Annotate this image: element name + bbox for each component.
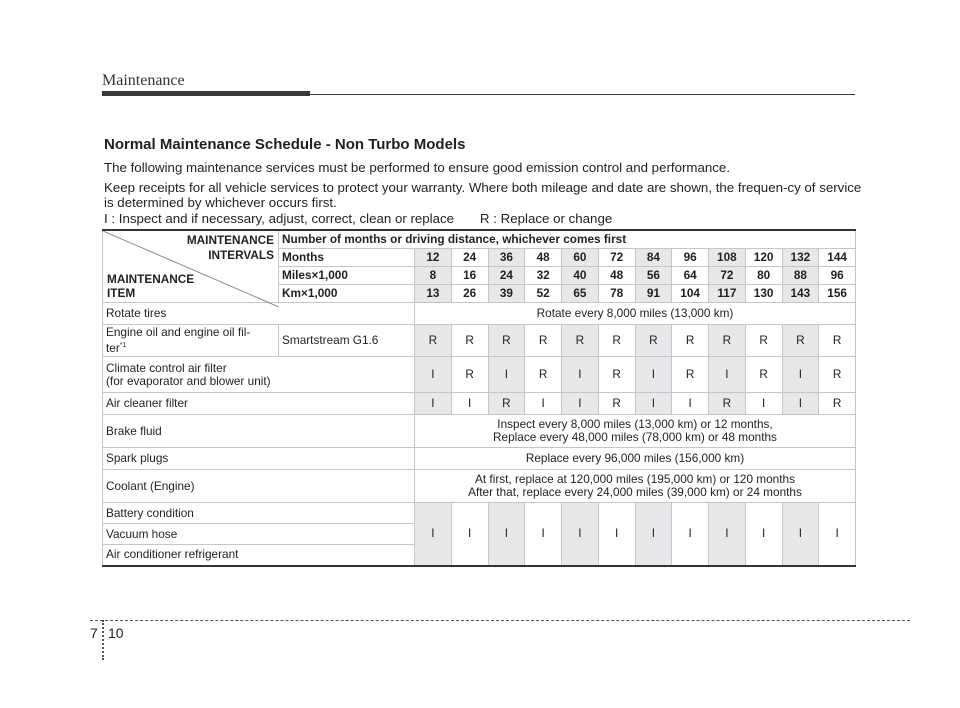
table-row	[103, 393, 856, 415]
cell-line: Coolant (Engine)	[106, 478, 195, 493]
schedule-value: R	[598, 357, 635, 393]
schedule-value: R	[562, 325, 599, 357]
interval-description	[415, 415, 856, 448]
interval-description	[415, 448, 856, 470]
interval-value: 36	[488, 249, 525, 267]
interval-value: 117	[709, 285, 746, 303]
schedule-value: I	[745, 503, 782, 566]
cell-line: At first, replace at 120,000 miles (195,000 km) or 120 months	[475, 472, 795, 486]
interval-value: 156	[819, 285, 856, 303]
interval-value: 72	[709, 267, 746, 285]
schedule-value: R	[782, 325, 819, 357]
interval-value: 40	[562, 267, 599, 285]
intro-paragraph: The following maintenance services must be performed to ensure good emission control and performance.	[104, 160, 731, 175]
maintenance-item: Vacuum hose	[103, 524, 415, 545]
interval-value: 39	[488, 285, 525, 303]
schedule-value: I	[635, 393, 672, 415]
cell-line: Spark plugs	[106, 451, 169, 465]
schedule-value: I	[525, 503, 562, 566]
corner-intervals-label	[187, 233, 274, 263]
engine-variant: Smartstream G1.6	[279, 325, 415, 357]
schedule-value: I	[819, 503, 856, 566]
table-corner-cell	[103, 230, 279, 303]
schedule-value: I	[635, 503, 672, 566]
schedule-value: R	[745, 325, 782, 357]
cell-line: Brake fluid	[106, 423, 162, 438]
cell-line: Replace every 96,000 miles (156,000 km)	[525, 451, 745, 465]
maintenance-item: Air conditioner refrigerant	[103, 545, 415, 566]
page-number: 10	[108, 625, 124, 641]
schedule-value: R	[672, 325, 709, 357]
table-row	[103, 448, 856, 470]
interval-value: 91	[635, 285, 672, 303]
schedule-value: R	[451, 325, 488, 357]
schedule-value: R	[635, 325, 672, 357]
interval-value: 80	[745, 267, 782, 285]
schedule-value: I	[672, 503, 709, 566]
maintenance-item	[103, 393, 415, 415]
schedule-value: R	[415, 325, 452, 357]
interval-value: 65	[562, 285, 599, 303]
schedule-value: I	[709, 503, 746, 566]
table-row	[103, 325, 856, 357]
interval-title-row	[103, 230, 856, 249]
table-row	[103, 357, 856, 393]
table-row	[103, 415, 856, 448]
schedule-value: I	[745, 393, 782, 415]
schedule-value: R	[598, 393, 635, 415]
interval-label: Months	[279, 249, 415, 267]
schedule-value: I	[598, 503, 635, 566]
cell-line: MAINTENANCE	[107, 272, 195, 286]
page-title: Normal Maintenance Schedule - Non Turbo Models	[104, 136, 466, 153]
table-row	[103, 503, 856, 524]
interval-value: 84	[635, 249, 672, 267]
interval-value: 48	[525, 249, 562, 267]
maintenance-item	[103, 325, 279, 357]
interval-value: 78	[598, 285, 635, 303]
interval-value: 32	[525, 267, 562, 285]
schedule-value: R	[451, 357, 488, 393]
cell-line: MAINTENANCE	[186, 233, 274, 247]
schedule-value: I	[488, 503, 525, 566]
maintenance-item	[103, 448, 415, 470]
cell-line: (for evaporator and blower unit)	[106, 373, 271, 388]
corner-item-label	[107, 272, 194, 300]
schedule-value: R	[525, 357, 562, 393]
interval-value: 96	[819, 267, 856, 285]
schedule-value: R	[525, 325, 562, 357]
schedule-value: R	[709, 393, 746, 415]
section-header: Maintenance	[102, 72, 185, 89]
maintenance-item	[103, 415, 415, 448]
interval-value: 48	[598, 267, 635, 285]
schedule-value: I	[782, 503, 819, 566]
interval-value: 120	[745, 249, 782, 267]
cell-line: ITEM	[107, 286, 136, 300]
interval-value: 56	[635, 267, 672, 285]
interval-value: 24	[451, 249, 488, 267]
maintenance-schedule-table	[102, 229, 856, 567]
header-bar	[102, 91, 310, 96]
schedule-value: R	[672, 357, 709, 393]
schedule-value: I	[562, 393, 599, 415]
table-row	[103, 470, 856, 503]
schedule-value: I	[562, 357, 599, 393]
interval-value: 88	[782, 267, 819, 285]
interval-description	[415, 470, 856, 503]
interval-title: Number of months or driving distance, whichever comes first	[279, 230, 856, 249]
schedule-value: R	[598, 325, 635, 357]
interval-value: 16	[451, 267, 488, 285]
schedule-value: R	[488, 393, 525, 415]
schedule-value: I	[488, 357, 525, 393]
interval-label: Km×1,000	[279, 285, 415, 303]
schedule-value: R	[819, 325, 856, 357]
warranty-paragraph: Keep receipts for all vehicle services to protect your warranty. Where both mileage and date are shown, the frequen-cy of service is determined by whichever occurs first.	[104, 180, 862, 210]
cell-line: Rotate every 8,000 miles (13,000 km)	[536, 306, 734, 320]
schedule-value: R	[819, 357, 856, 393]
interval-value: 8	[415, 267, 452, 285]
footnote-marker: *1	[119, 342, 127, 350]
schedule-value: I	[562, 503, 599, 566]
schedule-value: I	[415, 503, 452, 566]
schedule-value: I	[451, 393, 488, 415]
interval-value: 96	[672, 249, 709, 267]
cell-line: ter	[106, 340, 120, 355]
legend-paragraph: I : Inspect and if necessary, adjust, correct, clean or replace R : Replace or change	[104, 211, 613, 226]
schedule-value: I	[451, 503, 488, 566]
interval-value: 130	[745, 285, 782, 303]
interval-value: 132	[782, 249, 819, 267]
interval-value: 104	[672, 285, 709, 303]
footer-divider	[102, 620, 104, 660]
schedule-value: I	[415, 357, 452, 393]
cell-line: Replace every 48,000 miles (78,000 km) or 48 months	[493, 430, 777, 444]
interval-value: 143	[782, 285, 819, 303]
header-rule	[310, 94, 855, 95]
schedule-value: I	[709, 357, 746, 393]
cell-line: Air cleaner filter	[106, 396, 188, 410]
schedule-value: R	[819, 393, 856, 415]
cell-line: Climate control air filter	[106, 360, 227, 375]
interval-value: 26	[451, 285, 488, 303]
footer-rule	[90, 620, 910, 621]
interval-value: 108	[709, 249, 746, 267]
cell-line: After that, replace every 24,000 miles (39,000 km) or 24 months	[468, 485, 802, 499]
schedule-value: R	[745, 357, 782, 393]
interval-value: 72	[598, 249, 635, 267]
schedule-value: R	[488, 325, 525, 357]
chapter-number: 7	[90, 625, 98, 641]
schedule-value: R	[709, 325, 746, 357]
interval-value: 12	[415, 249, 452, 267]
interval-value: 52	[525, 285, 562, 303]
cell-line: Rotate tires	[106, 306, 167, 320]
schedule-value: I	[672, 393, 709, 415]
schedule-value: I	[782, 393, 819, 415]
interval-value: 144	[819, 249, 856, 267]
cell-line: INTERVALS	[208, 248, 274, 262]
interval-value: 64	[672, 267, 709, 285]
schedule-value: I	[415, 393, 452, 415]
interval-value: 13	[415, 285, 452, 303]
interval-description	[415, 303, 856, 325]
maintenance-item: Battery condition	[103, 503, 415, 524]
cell-line: Inspect every 8,000 miles (13,000 km) or 12 months,	[497, 417, 773, 431]
schedule-value: I	[782, 357, 819, 393]
schedule-value: I	[635, 357, 672, 393]
interval-label: Miles×1,000	[279, 267, 415, 285]
maintenance-item	[103, 470, 415, 503]
cell-line: Engine oil and engine oil fil-	[106, 325, 251, 340]
maintenance-item	[103, 357, 415, 393]
interval-value: 60	[562, 249, 599, 267]
interval-value: 24	[488, 267, 525, 285]
schedule-value: I	[525, 393, 562, 415]
